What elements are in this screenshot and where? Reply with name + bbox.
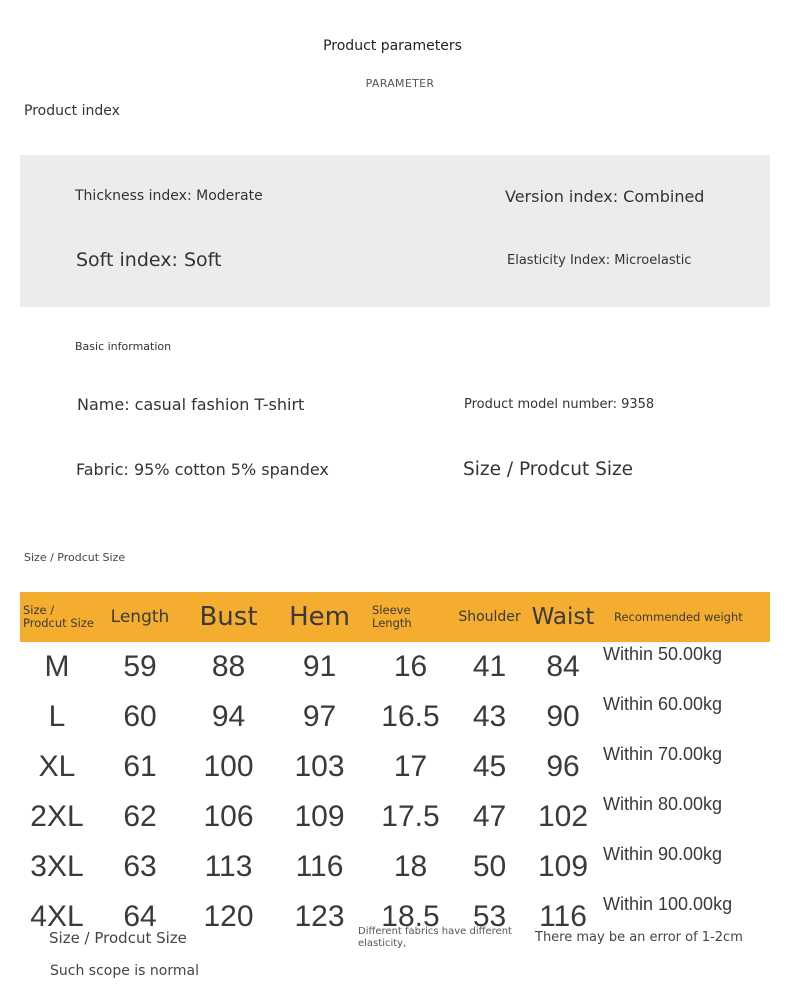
fabric-elasticity-note: Different fabrics have different elasticity, xyxy=(358,926,512,949)
thickness-index: Thickness index: Moderate xyxy=(75,188,263,204)
hem-cell: 97 xyxy=(302,700,337,733)
bust-cell: 94 xyxy=(211,700,246,733)
elasticity-index: Elasticity Index: Microelastic xyxy=(507,253,692,268)
weight-cell: Within 60.00kg xyxy=(603,694,723,714)
weight-cell: Within 90.00kg xyxy=(603,844,723,864)
sleeve-cell: 16 xyxy=(393,650,428,683)
product-index-panel xyxy=(20,155,770,307)
length-cell: 61 xyxy=(123,750,157,783)
length-cell: 63 xyxy=(123,850,157,883)
bust-cell: 120 xyxy=(203,900,254,933)
soft-index: Soft index: Soft xyxy=(76,249,222,271)
length-cell: 64 xyxy=(123,900,157,933)
basic-information-heading: Basic information xyxy=(75,340,172,353)
product-name: Name: casual fashion T-shirt xyxy=(77,395,305,414)
shoulder-cell: 47 xyxy=(472,800,507,833)
sleeve-cell: 17 xyxy=(393,750,428,783)
hem-cell: 116 xyxy=(295,850,344,883)
footer-size-label: Size / Prodcut Size xyxy=(49,929,187,947)
length-cell: 62 xyxy=(123,800,157,833)
product-model-number: Product model number: 9358 xyxy=(464,397,655,412)
table-row xyxy=(20,642,770,692)
header-recommended-weight: Recommended weight xyxy=(600,592,770,642)
hem-cell: 103 xyxy=(294,750,345,783)
bust-cell: 100 xyxy=(203,750,254,783)
hem-cell: 123 xyxy=(294,900,345,933)
size-cell: M xyxy=(44,650,70,683)
bust-cell: 88 xyxy=(211,650,246,683)
product-fabric: Fabric: 95% cotton 5% spandex xyxy=(76,460,329,479)
header-length: Length xyxy=(94,592,186,642)
waist-cell: 102 xyxy=(537,800,589,833)
header-shoulder: Shoulder xyxy=(453,592,526,642)
size-title: Size / Prodcut Size xyxy=(463,459,634,480)
size-cell: 3XL xyxy=(30,850,84,883)
weight-cell: Within 100.00kg xyxy=(603,894,733,914)
shoulder-cell: 53 xyxy=(472,900,507,933)
size-cell: 4XL xyxy=(30,900,84,933)
size-table-header xyxy=(20,592,770,642)
table-row xyxy=(20,842,770,892)
waist-cell: 109 xyxy=(537,850,589,883)
waist-cell: 84 xyxy=(546,650,580,683)
page-title: Product parameters xyxy=(323,38,462,54)
length-cell: 59 xyxy=(123,650,157,683)
hem-cell: 91 xyxy=(302,650,337,683)
scope-note: Such scope is normal xyxy=(50,963,199,979)
measurement-error-note: There may be an error of 1-2cm xyxy=(535,930,743,945)
size-cell: XL xyxy=(38,750,76,783)
waist-cell: 90 xyxy=(546,700,580,733)
shoulder-cell: 50 xyxy=(472,850,507,883)
size-section-label: Size / Prodcut Size xyxy=(24,551,126,564)
weight-cell: Within 80.00kg xyxy=(603,794,723,814)
product-index-heading: Product index xyxy=(24,103,120,119)
header-hem: Hem xyxy=(271,592,368,642)
size-table xyxy=(20,592,770,942)
bust-cell: 113 xyxy=(204,850,253,883)
header-size: Size / Prodcut Size xyxy=(20,592,94,642)
shoulder-cell: 41 xyxy=(472,650,507,683)
header-waist: Waist xyxy=(526,592,600,642)
shoulder-cell: 43 xyxy=(472,700,507,733)
waist-cell: 116 xyxy=(539,900,587,933)
table-row xyxy=(20,692,770,742)
header-bust: Bust xyxy=(186,592,271,642)
length-cell: 60 xyxy=(123,700,157,733)
size-cell: 2XL xyxy=(30,800,84,833)
hem-cell: 109 xyxy=(294,800,345,833)
page-subtitle: PARAMETER xyxy=(365,77,435,90)
weight-cell: Within 70.00kg xyxy=(603,744,723,764)
size-cell: L xyxy=(48,700,66,733)
sleeve-cell: 18.5 xyxy=(381,900,440,933)
version-index: Version index: Combined xyxy=(505,187,705,206)
sleeve-cell: 17.5 xyxy=(381,800,440,833)
waist-cell: 96 xyxy=(546,750,580,783)
sleeve-cell: 18 xyxy=(393,850,428,883)
shoulder-cell: 45 xyxy=(472,750,507,783)
table-row xyxy=(20,742,770,792)
weight-cell: Within 50.00kg xyxy=(603,644,723,664)
table-row xyxy=(20,792,770,842)
bust-cell: 106 xyxy=(203,800,254,833)
header-sleeve-length: Sleeve Length xyxy=(368,592,453,642)
sleeve-cell: 16.5 xyxy=(381,700,440,733)
